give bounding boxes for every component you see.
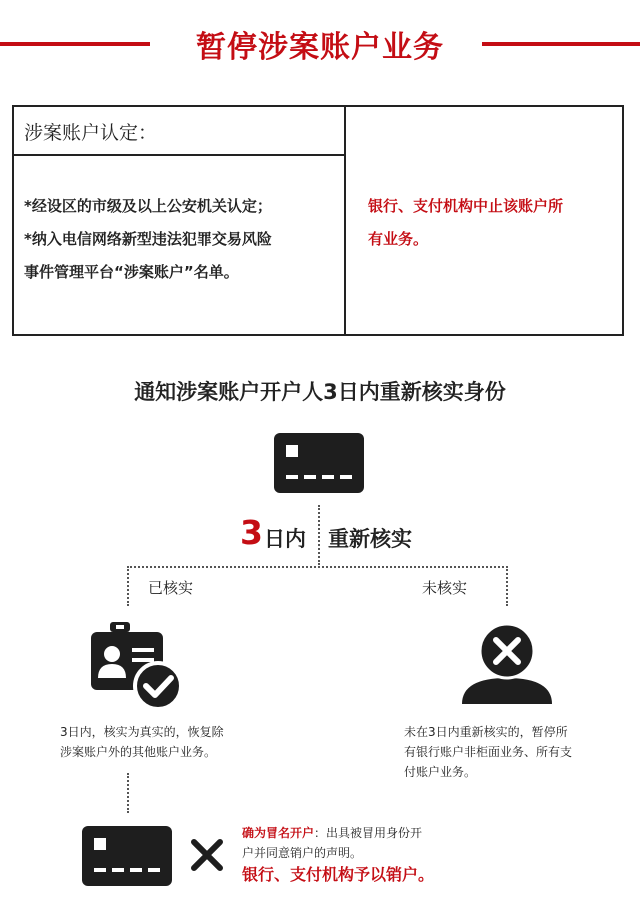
days-unit: 日内	[264, 527, 306, 551]
criteria-title: 涉案账户认定：	[24, 122, 158, 144]
impersonation-line-1-rest: ：出具被冒用身份开	[314, 826, 423, 840]
criteria-line-3: 事件管理平台“涉案账户”名单。	[24, 263, 239, 281]
impersonation-line-1	[242, 824, 422, 841]
bank-card-icon	[82, 826, 172, 886]
page-title: 暂停涉案账户业务	[196, 30, 444, 65]
recheck-label: 重新核实	[328, 527, 412, 551]
bank-card-icon	[274, 433, 364, 493]
branch-connector	[127, 566, 508, 568]
cross-icon	[190, 838, 224, 872]
person-cross-icon	[460, 624, 554, 706]
box-divider-vertical	[344, 105, 346, 336]
criteria-line-2: *纳入电信网络新型违法犯罪交易风险	[24, 230, 272, 248]
impersonation-highlight: 确为冒名开户	[242, 826, 315, 840]
impersonation-line-2: 户并同意销户的声明。	[242, 846, 363, 860]
result-line-2: 有业务。	[368, 230, 429, 248]
branch-connector-right	[506, 566, 508, 606]
verified-desc-line-2: 涉案账户外的其他账户业务。	[60, 745, 217, 759]
branch-connector-left	[127, 566, 129, 606]
unverified-desc-line-3: 付账户业务。	[404, 765, 477, 779]
branch-label-unverified: 未核实	[422, 579, 468, 597]
criteria-line-1: *经设区的市级及以上公安机关认定；	[24, 197, 272, 215]
unverified-desc-line-1: 未在3日内重新核实的，暂停所	[404, 725, 568, 739]
box-divider-horizontal	[12, 154, 346, 156]
impersonation-result: 银行、支付机构予以销户。	[242, 865, 435, 884]
branch-label-verified: 已核实	[148, 579, 194, 597]
result-line-1: 银行、支付机构中止该账户所	[368, 197, 564, 215]
connector-vertical-bottom	[127, 773, 129, 813]
notice-heading: 通知涉案账户开户人3日内重新核实身份	[134, 380, 506, 404]
id-badge-check-icon	[88, 620, 184, 712]
verified-desc-line-1: 3日内，核实为真实的，恢复除	[60, 725, 224, 739]
unverified-desc-line-2: 有银行账户非柜面业务、所有支	[404, 745, 573, 759]
days-number: 3	[240, 513, 263, 552]
connector-vertical-top	[318, 505, 320, 565]
